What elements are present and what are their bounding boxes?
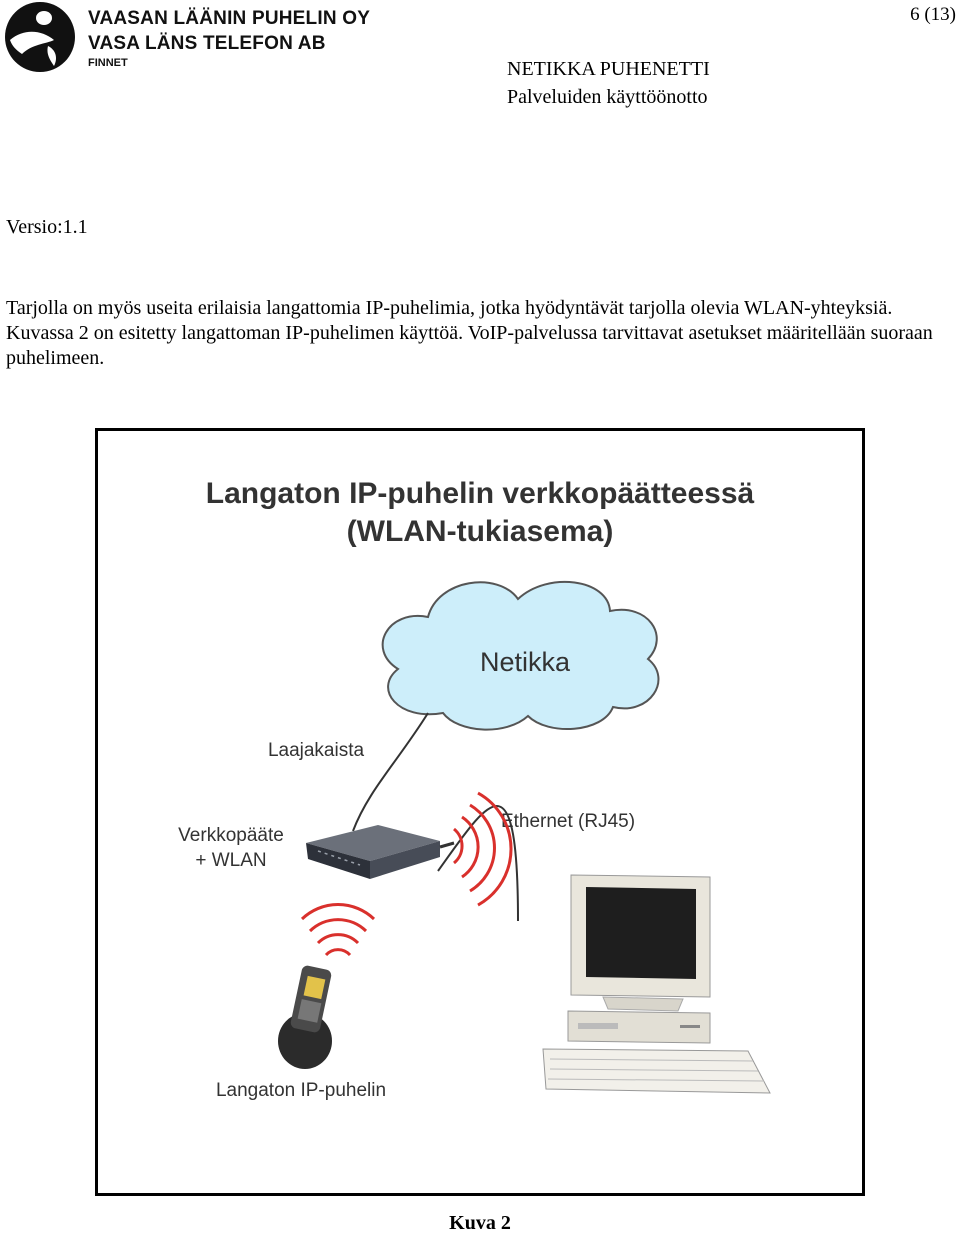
broadband-link bbox=[353, 713, 428, 831]
company-logo-icon bbox=[2, 0, 82, 76]
phone-wifi-waves-icon bbox=[302, 905, 374, 955]
company-name bbox=[88, 6, 370, 70]
diagram-title-line1: Langaton IP-puhelin verkkopäätteessä bbox=[205, 477, 755, 510]
company-group: FINNET bbox=[88, 57, 128, 69]
cloud-label: Netikka bbox=[479, 647, 571, 677]
terminal-label-line2: + WLAN bbox=[195, 850, 267, 871]
cordless-phone-icon bbox=[278, 965, 332, 1069]
phone-label: Langaton IP-puhelin bbox=[215, 1080, 387, 1101]
company-name-fi: VAASAN LÄÄNIN PUHELIN OY bbox=[88, 8, 371, 29]
body-paragraph: Tarjolla on myös useita erilaisia langattomia IP-puhelimia, jotka hyödyntävät tarjolla olevia WLAN-yhteyksiä. Kuvassa 2 on esitetty langattoman IP-puhelimen käyttöä. VoIP-palvelussa tarvittavat asetukset määritellään suoraan puhelimeen. bbox=[6, 297, 933, 369]
figure-caption: Kuva 2 bbox=[449, 1212, 511, 1234]
network-diagram-svg bbox=[98, 431, 862, 1193]
terminal-wifi-waves-icon bbox=[454, 793, 511, 905]
broadband-label: Laajakaista bbox=[267, 740, 365, 761]
document-subtitle: Palveluiden käyttöönotto bbox=[507, 86, 708, 108]
document-title: NETIKKA PUHENETTI bbox=[507, 58, 710, 80]
page-number: 6 (13) bbox=[910, 4, 956, 25]
company-logo bbox=[2, 0, 402, 76]
terminal-label-line1: Verkkopääte bbox=[178, 825, 284, 846]
network-diagram bbox=[95, 428, 865, 1196]
internet-cloud bbox=[383, 582, 659, 730]
wlan-terminal-icon bbox=[306, 825, 454, 879]
keyboard-icon bbox=[543, 1049, 770, 1093]
version-label: Versio:1.1 bbox=[6, 216, 88, 238]
diagram-title-line2: (WLAN-tukiasema) bbox=[346, 515, 614, 548]
company-name-sv: VASA LÄNS TELEFON AB bbox=[88, 33, 326, 54]
ethernet-label: Ethernet (RJ45) bbox=[500, 811, 636, 832]
desktop-computer-icon bbox=[568, 875, 710, 1043]
